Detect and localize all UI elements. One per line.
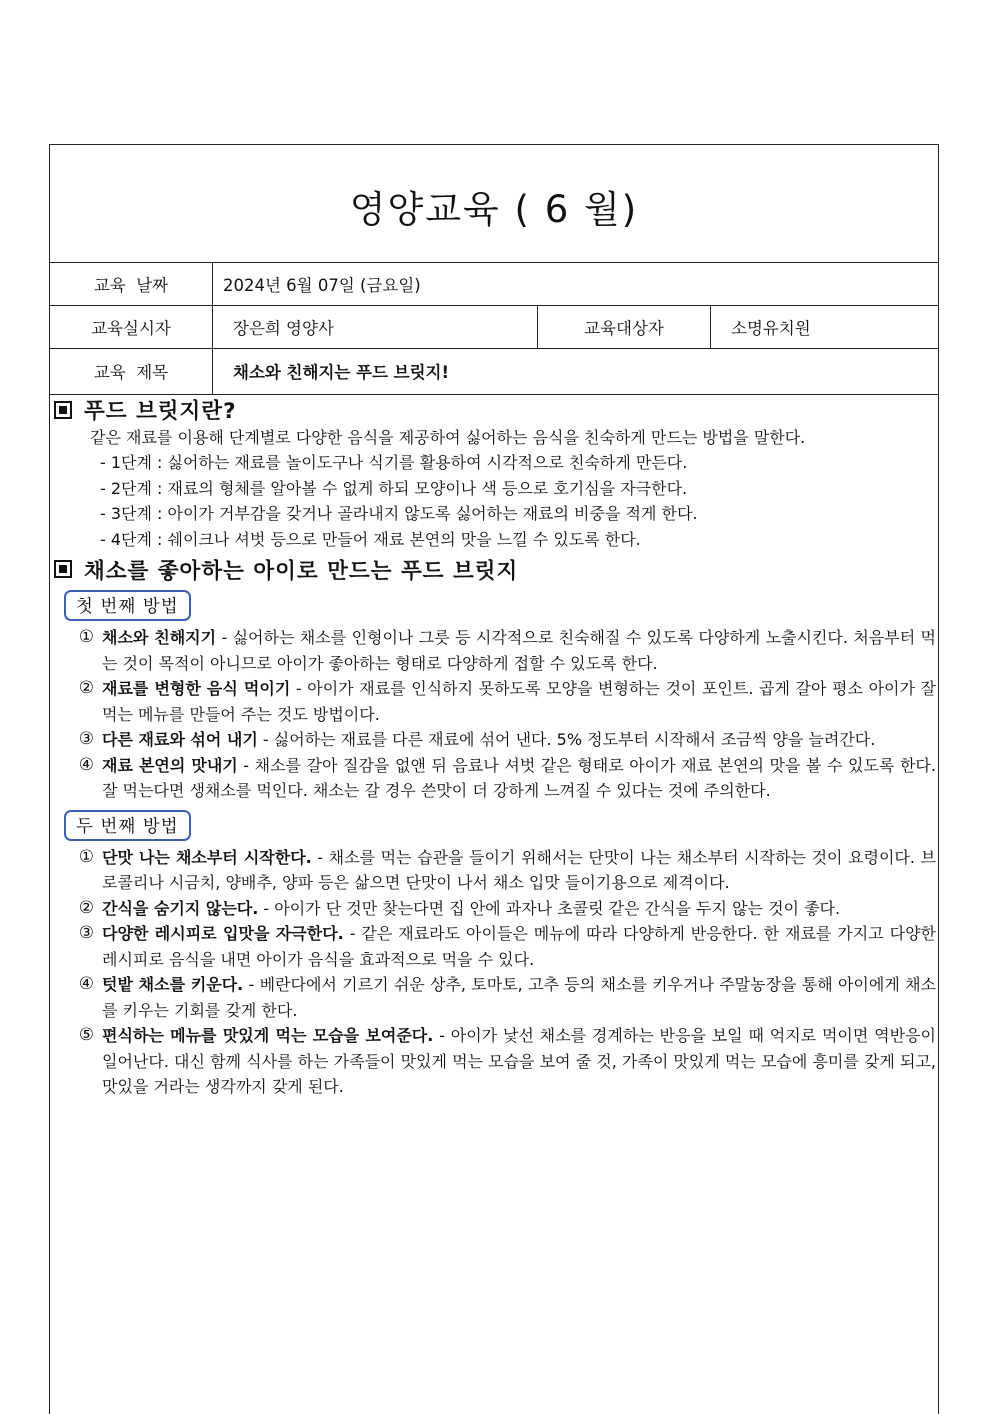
item-number: ①: [78, 627, 94, 647]
item-text: [100, 921, 936, 972]
section2-heading: [54, 554, 936, 584]
item-title: 편식하는 메뉴를 맛있게 먹는 모습을 보여준다.: [102, 1026, 434, 1045]
list-item: [54, 896, 936, 922]
item-number: ②: [78, 678, 94, 698]
info-row-subject: [50, 348, 938, 394]
item-title: 단맛 나는 채소부터 시작한다.: [102, 847, 312, 867]
item-body: - 채소를 갈아 질감을 없앤 뒤 음료나 셔벗 같은 형태로 아이가 재료 본연의 맛을 볼 수 있도록 한다. 잘 먹는다면 생채소를 먹인다. 채소는 갈 경우 쓴맛이 더 강하게 느껴질 수 있다는 것에 주의한다.: [102, 755, 936, 800]
item-title: 간식을 숨기지 않는다.: [102, 898, 259, 918]
item-title: 재료 본연의 맛내기: [102, 755, 238, 775]
teacher-label: 교육실시자: [50, 305, 213, 348]
item-title: 채소와 친해지기: [102, 628, 217, 647]
teacher-value: 장은희 영양사: [213, 305, 538, 348]
date-label: 교육 날짜: [50, 263, 213, 305]
item-text: [100, 676, 936, 727]
item-text: [100, 896, 936, 922]
item-title: 다양한 레시피로 입맛을 자극한다.: [102, 924, 344, 943]
document-frame: [49, 144, 939, 1414]
item-text: [100, 727, 936, 753]
section2-heading-text: 채소를 좋아하는 아이로 만드는 푸드 브릿지: [84, 558, 519, 584]
list-item: [54, 845, 936, 896]
item-number: ③: [78, 729, 94, 749]
step-item: - 3단계 : 아이가 거부감을 갖거나 골라내지 않도록 싫어하는 재료의 비중을 적게 한다.: [100, 504, 698, 523]
section1-heading: [54, 395, 936, 425]
method2-tag: 두 번째 방법: [64, 810, 191, 841]
list-item: [54, 727, 936, 753]
step-item: - 1단계 : 싫어하는 재료를 놀이도구나 식기를 활용하여 시각적으로 친숙하게 만든다.: [100, 453, 688, 472]
item-body: - 같은 재료라도 아이들은 메뉴에 따라 다양하게 반응한다. 한 재료를 가지고 다양한 레시피로 음식을 내면 아이가 음식을 효과적으로 먹을 수 있다.: [102, 924, 936, 969]
item-number: ②: [78, 897, 94, 918]
target-label: 교육대상자: [538, 305, 711, 348]
item-text: [100, 753, 936, 804]
item-body: - 아이가 단 것만 찾는다면 집 안에 과자나 초콜릿 같은 간식을 두지 않는 것이 좋다.: [258, 898, 841, 918]
item-number: ④: [78, 974, 94, 994]
list-item: [54, 921, 936, 972]
item-text: [100, 972, 936, 1023]
section1-heading-text: 푸드 브릿지란?: [84, 399, 237, 424]
item-number: ①: [78, 846, 94, 867]
list-item: [54, 625, 936, 676]
item-body: - 베란다에서 기르기 쉬운 상추, 토마토, 고추 등의 채소를 키우거나 주말농장을 통해 아이에게 채소를 키우는 기회를 갖게 한다.: [102, 975, 936, 1020]
step-item: - 4단계 : 쉐이크나 셔벗 등으로 만들어 재료 본연의 맛을 느낄 수 있도록 한다.: [100, 529, 641, 549]
list-item: [54, 676, 936, 727]
item-title: 다른 재료와 섞어 내기: [102, 730, 258, 749]
item-body: - 싫어하는 재료를 다른 재료에 섞어 낸다. 5% 정도부터 시작해서 조금씩 양을 늘려간다.: [257, 730, 876, 749]
item-number: ③: [78, 923, 94, 943]
info-row-teacher: [50, 305, 938, 348]
method2-list: [54, 845, 936, 1100]
filled-square-icon: [54, 560, 72, 578]
item-text: [100, 625, 936, 676]
section1-steps: [54, 450, 936, 552]
method1-tag: 첫 번째 방법: [64, 590, 191, 621]
subject-value: 채소와 친해지는 푸드 브릿지!: [213, 348, 939, 394]
page-title: 영양교육 ( 6 월): [349, 187, 639, 231]
content: [50, 395, 938, 1100]
item-text: [100, 1023, 936, 1100]
list-item: [54, 972, 936, 1023]
filled-square-icon: [54, 401, 72, 419]
item-body: - 채소를 먹는 습관을 들이기 위해서는 단맛이 나는 채소부터 시작하는 것이 요령이다. 브로콜리나 시금치, 양배추, 양파 등은 삶으면 단맛이 나서 채소 입맛 들이기용으로 제격이다.: [102, 847, 937, 892]
list-item: [54, 1023, 936, 1100]
item-text: [100, 845, 936, 896]
section1-intro: 같은 재료를 이용해 단계별로 다양한 음식을 제공하여 싫어하는 음식을 친숙하게 만드는 방법을 말한다.: [90, 427, 806, 447]
item-body: - 아이가 재료를 인식하지 못하도록 모양을 변형하는 것이 포인트. 곱게 갈아 평소 아이가 잘 먹는 메뉴를 만들어 주는 것도 방법이다.: [102, 679, 936, 724]
target-value: 소명유치원: [711, 305, 939, 348]
info-row-date: [50, 263, 938, 305]
item-body: - 싫어하는 채소를 인형이나 그릇 등 시각적으로 친숙해질 수 있도록 다양하게 노출시킨다. 처음부터 먹는 것이 목적이 아니므로 아이가 좋아하는 형태로 다양하게 접할 수 있도록 한다.: [102, 628, 936, 673]
subject-label: 교육 제목: [50, 348, 213, 394]
item-number: ④: [78, 754, 94, 775]
date-value: 2024년 6월 07일 (금요일): [213, 263, 939, 305]
step-item: - 2단계 : 재료의 형체를 알아볼 수 없게 하되 모양이나 색 등으로 호기심을 자극한다.: [100, 478, 688, 498]
item-body: - 아이가 낯선 채소를 경계하는 반응을 보일 때 억지로 먹이면 역반응이 일어난다. 대신 함께 식사를 하는 가족들이 맛있게 먹는 모습을 보여 줄 것, 가족이 맛있게 먹는 모습에 흥미를 갖게 되고, 맛있을 거라는 생각까지 갖게 된다.: [102, 1026, 936, 1096]
item-title: 텃밭 채소를 키운다.: [102, 975, 244, 994]
info-table: [50, 263, 938, 395]
item-number: ⑤: [78, 1025, 94, 1045]
title-box: [50, 145, 938, 263]
method1-list: [54, 625, 936, 804]
list-item: [54, 753, 936, 804]
item-title: 재료를 변형한 음식 먹이기: [102, 679, 291, 698]
